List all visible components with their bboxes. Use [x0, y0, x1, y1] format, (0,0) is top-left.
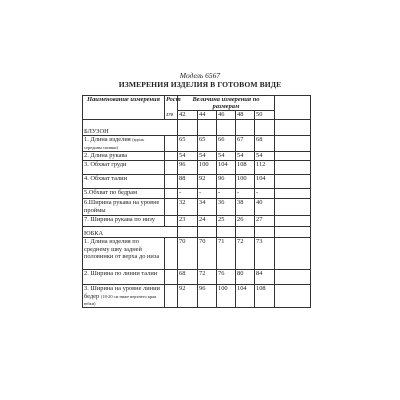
value-cell: -: [198, 189, 217, 199]
empty-cell: [178, 120, 198, 136]
size-cell: 50: [255, 111, 275, 120]
measurement-name: [83, 216, 165, 227]
size-cell: 44: [198, 111, 217, 120]
value-cell: -: [217, 189, 236, 199]
empty-cell: [275, 189, 311, 199]
value-cell: 54: [178, 152, 198, 161]
header-rost-value: 170: [166, 112, 173, 118]
empty-cell: [275, 199, 311, 216]
table-row: [83, 152, 311, 161]
empty-cell: [275, 136, 311, 152]
value-cell: 25: [217, 216, 236, 227]
value-cell: 92: [178, 285, 198, 308]
measurement-name: [83, 175, 165, 189]
empty-cell: [255, 227, 275, 238]
header-rost-label: Рост: [166, 96, 181, 103]
rost-cell: [165, 152, 178, 161]
value-cell: 73: [255, 238, 275, 270]
measurement-label: 7. Ширина рукава по низу: [84, 216, 155, 224]
rost-cell: [165, 270, 178, 285]
empty-cell: [275, 175, 311, 189]
measurement-label: 3. Ширина на уровне линии бедер: [84, 285, 160, 300]
value-cell: 34: [198, 199, 217, 216]
empty-cell: [275, 216, 311, 227]
section-title: БЛУЗОН: [83, 120, 178, 136]
model-number: Модель 6567: [179, 71, 221, 80]
measurements-table: [82, 95, 311, 308]
measurement-label: 5.Обхват по бедрам: [84, 189, 138, 197]
value-cell: -: [178, 189, 198, 199]
value-cell: 54: [255, 152, 275, 161]
empty-cell: [255, 120, 275, 136]
value-cell: -: [255, 189, 275, 199]
empty-cell: [275, 161, 311, 175]
empty-cell: [236, 120, 255, 136]
table-row: [83, 199, 311, 216]
value-cell: 54: [198, 152, 217, 161]
value-cell: 32: [178, 199, 198, 216]
value-cell: 80: [236, 270, 255, 285]
measurement-label: 1. Длина изделия: [84, 136, 131, 144]
value-cell: 96: [178, 161, 198, 175]
size-cell: 48: [236, 111, 255, 120]
value-cell: 70: [198, 238, 217, 270]
measurement-label: 6.Ширина рукава на уровне проймы: [84, 199, 160, 214]
measurement-name: [83, 238, 165, 270]
value-cell: 36: [217, 199, 236, 216]
empty-cell: [275, 285, 311, 308]
value-cell: 70: [178, 238, 198, 270]
value-cell: 38: [236, 199, 255, 216]
measurement-name: [83, 285, 165, 308]
document-title: ИЗМЕРЕНИЯ ИЗДЕЛИЯ В ГОТОВОМ ВИДЕ: [118, 80, 282, 89]
section-row: [83, 227, 311, 238]
size-cell: 42: [178, 111, 198, 120]
empty-cell: [275, 227, 311, 238]
value-cell: 68: [178, 270, 198, 285]
value-cell: 27: [255, 216, 275, 227]
table-row: [83, 189, 311, 199]
measurement-name: [83, 270, 165, 285]
value-cell: 104: [236, 285, 255, 308]
header-row: [83, 96, 311, 111]
empty-cell: [275, 120, 311, 136]
value-cell: 96: [217, 175, 236, 189]
measurement-label: 4. Обхват талии: [84, 175, 127, 183]
measurement-label: 1. Длина изделия по среднему шву задней половинки от верха до низа: [84, 238, 160, 260]
rost-cell: [165, 161, 178, 175]
value-cell: 40: [255, 199, 275, 216]
rost-cell: [165, 216, 178, 227]
value-cell: 96: [198, 285, 217, 308]
measurement-name: [83, 199, 165, 216]
value-cell: 54: [236, 152, 255, 161]
value-cell: 76: [217, 270, 236, 285]
measurement-name: [83, 136, 165, 152]
table-row: [83, 136, 311, 152]
value-cell: 104: [255, 175, 275, 189]
header-extra: [275, 96, 311, 120]
rost-cell: [165, 189, 178, 199]
table-row: [83, 161, 311, 175]
empty-cell: [217, 120, 236, 136]
section-title: ЮБКА: [83, 227, 178, 238]
value-cell: 112: [255, 161, 275, 175]
value-cell: 84: [255, 270, 275, 285]
section-row: [83, 120, 311, 136]
size-cell: 46: [217, 111, 236, 120]
value-cell: 100: [198, 161, 217, 175]
empty-cell: [236, 227, 255, 238]
table-row: [83, 285, 311, 308]
value-cell: 88: [178, 175, 198, 189]
value-cell: 67: [236, 136, 255, 152]
rost-cell: [165, 136, 178, 152]
empty-cell: [198, 227, 217, 238]
table-body: [83, 96, 311, 308]
value-cell: 100: [217, 285, 236, 308]
measurement-label: 3. Обхват груди: [84, 161, 127, 169]
table-row: [83, 238, 311, 270]
value-cell: 72: [236, 238, 255, 270]
value-cell: 54: [217, 152, 236, 161]
empty-cell: [217, 227, 236, 238]
table-row: [83, 216, 311, 227]
value-cell: 71: [217, 238, 236, 270]
measurement-name: [83, 161, 165, 175]
rost-cell: [165, 199, 178, 216]
value-cell: 23: [178, 216, 198, 227]
value-cell: 26: [236, 216, 255, 227]
empty-cell: [275, 152, 311, 161]
header-rost: [165, 96, 181, 120]
value-cell: 72: [198, 270, 217, 285]
header-name: Наименование измерения: [83, 96, 165, 120]
rost-cell: [165, 175, 178, 189]
value-cell: 92: [198, 175, 217, 189]
value-cell: -: [236, 189, 255, 199]
measurement-note: (18-20 см ниже верхнего края юбки): [84, 293, 157, 306]
empty-cell: [178, 227, 198, 238]
value-cell: 65: [178, 136, 198, 152]
table-row: [83, 175, 311, 189]
measurement-label: 2. Длина рукава: [84, 152, 128, 160]
value-cell: 68: [255, 136, 275, 152]
value-cell: 108: [255, 285, 275, 308]
measurement-label: 2. Ширина по линии талии: [84, 270, 158, 278]
value-cell: 65: [198, 136, 217, 152]
value-cell: 108: [236, 161, 255, 175]
empty-cell: [275, 270, 311, 285]
table-row: [83, 270, 311, 285]
measurement-name: [83, 189, 165, 199]
rost-cell: [165, 238, 178, 270]
empty-cell: [275, 238, 311, 270]
header-values: Величина измерения по размерам: [178, 96, 275, 111]
value-cell: 24: [198, 216, 217, 227]
measurement-note: (вдоль середины спинки): [84, 137, 145, 150]
measurement-name: [83, 152, 165, 161]
rost-cell: [165, 285, 178, 308]
empty-cell: [198, 120, 217, 136]
value-cell: 100: [236, 175, 255, 189]
value-cell: 104: [217, 161, 236, 175]
value-cell: 66: [217, 136, 236, 152]
